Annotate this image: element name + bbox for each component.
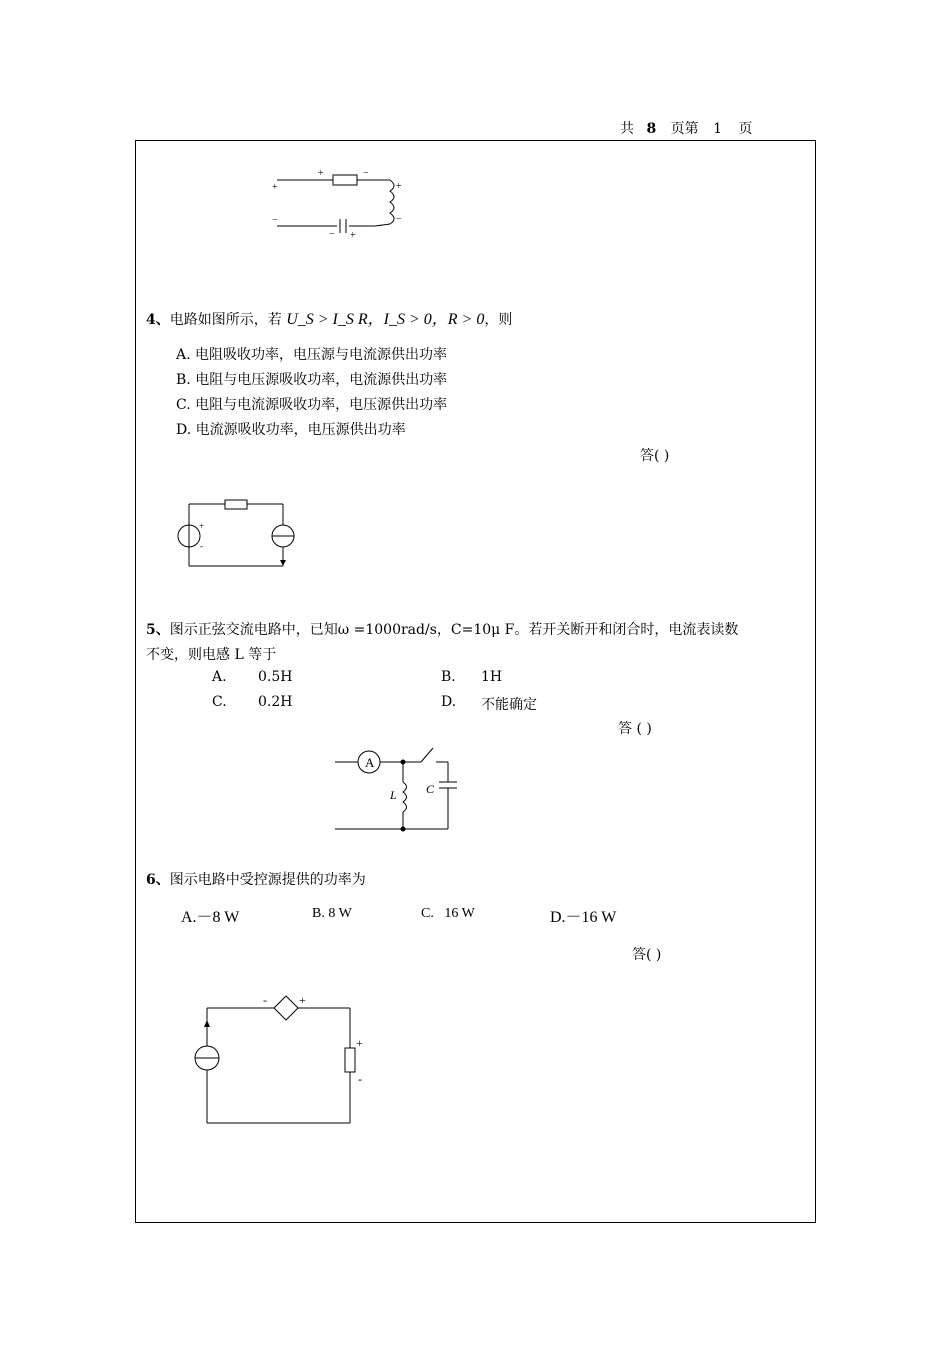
sign-minus: − bbox=[363, 168, 369, 179]
q5-number: 5、 bbox=[146, 622, 170, 638]
sign-minus: - bbox=[200, 541, 203, 551]
inductor bbox=[390, 180, 394, 224]
q5-option-a-text: 0.5H bbox=[258, 669, 293, 685]
arrow-icon bbox=[204, 1020, 210, 1027]
resistor bbox=[333, 175, 357, 185]
sign-plus: + bbox=[356, 1036, 363, 1050]
q5-option-b-text: 1H bbox=[481, 669, 503, 685]
sign-minus: − bbox=[329, 229, 335, 240]
q5-line1: 图示正弦交流电路中，已知ω =1000rad/s，C=10μ F。若开关断开和闭合时，电流表读数 bbox=[169, 622, 739, 638]
q6-option-b: B. 8 W bbox=[312, 906, 352, 921]
q4-stem bbox=[146, 306, 512, 329]
q4-option-d: D. 电流源吸收功率，电压源供出功率 bbox=[176, 422, 406, 438]
switch bbox=[421, 748, 433, 762]
figure-q3-circuit bbox=[265, 165, 415, 240]
q5-stem-line1 bbox=[146, 619, 738, 639]
sign-minus: − bbox=[272, 215, 278, 226]
q4-answer: 答( ) bbox=[640, 448, 670, 464]
q5-option-c-letter: C. bbox=[212, 694, 227, 710]
arrow-icon bbox=[280, 560, 286, 566]
resistor bbox=[225, 500, 247, 509]
q6-answer: 答( ) bbox=[632, 947, 662, 963]
header-gong: 共 bbox=[620, 121, 634, 137]
sign-plus: + bbox=[318, 168, 324, 179]
header-total-pages: 8 bbox=[646, 121, 657, 137]
header-current-page: 1 bbox=[713, 121, 723, 137]
q5-answer: 答 ( ) bbox=[618, 721, 652, 737]
q6-stem bbox=[146, 869, 366, 889]
q6-option-c: C. 16 W bbox=[421, 906, 475, 921]
q5-option-a-letter: A. bbox=[212, 669, 227, 685]
inductor bbox=[403, 782, 407, 812]
q6-option-a: A.－8 W bbox=[181, 909, 240, 926]
q4-stem-suffix: ，则 bbox=[484, 312, 513, 328]
q4-option-a: A. 电阻吸收功率，电压源与电流源供出功率 bbox=[176, 347, 448, 363]
q6-stem-text: 图示电路中受控源提供的功率为 bbox=[169, 872, 366, 888]
q4-condition: U_S > I_S R，I_S > 0，R > 0 bbox=[286, 311, 485, 328]
figure-q6-circuit bbox=[190, 990, 375, 1130]
sign-plus: + bbox=[272, 182, 278, 193]
q5-option-d-text: 不能确定 bbox=[481, 697, 537, 713]
q5-option-c-text: 0.2H bbox=[258, 694, 293, 710]
q5-option-d-letter: D. bbox=[441, 694, 457, 710]
q5-stem-line2: 不变，则电感 L 等于 bbox=[146, 647, 277, 663]
sign-plus: + bbox=[350, 230, 356, 240]
sign-plus: + bbox=[396, 181, 402, 192]
sign-minus: - bbox=[358, 1072, 362, 1086]
sign-plus: + bbox=[199, 521, 205, 531]
figure-q4-circuit bbox=[175, 493, 300, 573]
header-ye-di: 页第 bbox=[670, 121, 699, 137]
resistor bbox=[345, 1048, 355, 1072]
inductor-label: L bbox=[390, 788, 397, 802]
page-counter bbox=[620, 118, 810, 138]
capacitor-label: C bbox=[426, 782, 435, 796]
ammeter-label: A bbox=[365, 755, 375, 770]
header-ye: 页 bbox=[738, 121, 753, 137]
sign-minus: - bbox=[263, 993, 267, 1007]
q5-option-b-letter: B. bbox=[441, 669, 456, 685]
q6-number: 6、 bbox=[146, 872, 170, 888]
q6-option-d: D.－16 W bbox=[550, 909, 617, 926]
q4-stem-prefix: 电路如图所示，若 bbox=[169, 312, 282, 328]
dependent-source-diamond bbox=[274, 996, 298, 1020]
q4-option-b: B. 电阻与电压源吸收功率，电流源供出功率 bbox=[176, 372, 448, 388]
q4-number: 4、 bbox=[146, 312, 170, 328]
sign-minus: − bbox=[396, 214, 402, 225]
figure-q5-circuit bbox=[330, 745, 465, 835]
q4-option-c: C. 电阻与电流源吸收功率，电压源供出功率 bbox=[176, 397, 448, 413]
sign-plus: + bbox=[299, 993, 306, 1007]
